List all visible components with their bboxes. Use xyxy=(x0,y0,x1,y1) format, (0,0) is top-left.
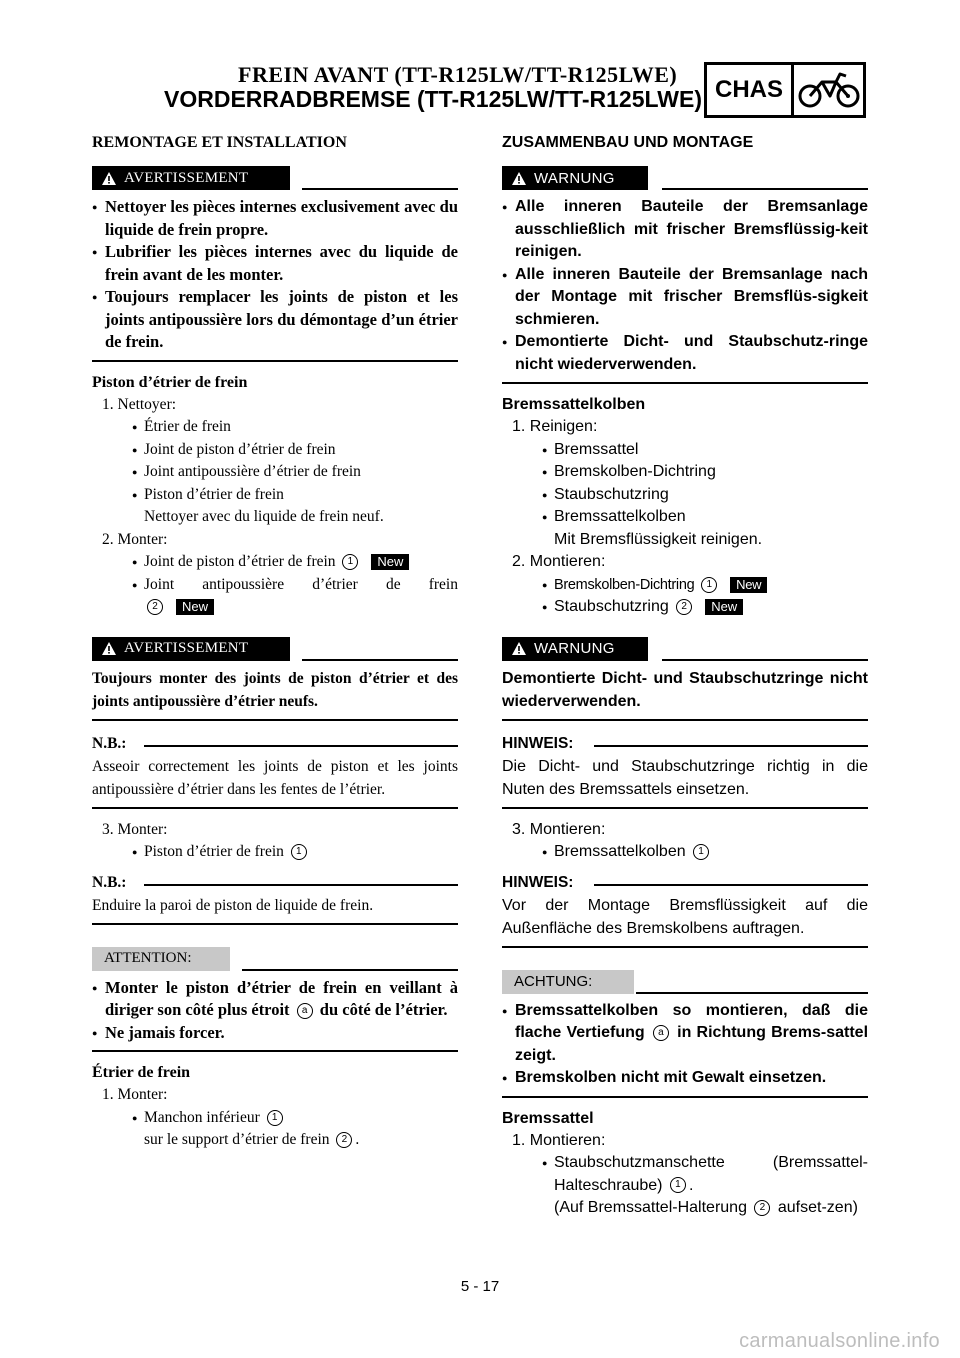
subsection-title: Étrier de frein xyxy=(92,1064,191,1081)
list-item: ● Staubschutzring 2 New xyxy=(502,596,868,619)
list-item: ● Joint de piston d’étrier de frein 1 New xyxy=(92,551,458,574)
subsection-title: Piston d’étrier de frein xyxy=(92,373,248,391)
note-text: Asseoir correctement les joints de piston et les joints antipoussière d’étrier dans les fentes de l’étrier. xyxy=(92,757,458,798)
list-item: ● Bremssattel xyxy=(502,439,868,462)
section-heading: ZUSAMMENBAU UND MONTAGE xyxy=(502,134,754,151)
note-text: Die Dicht- und Staubschutzringe richtig in die Nuten des Bremssattels einsetzen. xyxy=(502,757,868,798)
motorcycle-icon xyxy=(794,65,863,115)
step: 3. Monter: xyxy=(102,820,168,838)
page-number: 5 - 17 xyxy=(460,1278,500,1295)
warning-header xyxy=(92,166,458,192)
list-item: ● Alle inneren Bauteile der Bremsanlage nach der Montage mit frischer Bremsflüs-sigkeit schmieren. xyxy=(502,264,868,332)
warning-header xyxy=(502,166,868,192)
warning-icon xyxy=(102,642,116,655)
list-item: ● Joint antipoussière d’étrier de frein xyxy=(92,461,458,484)
list-item: ● Nettoyer les pièces internes exclusivement avec du liquide de frein propre. xyxy=(92,196,458,241)
list-item: ● Joint de piston d’étrier de frein xyxy=(92,439,458,462)
note-header: HINWEIS: xyxy=(502,735,868,755)
step: 2. Montieren: xyxy=(512,553,606,570)
warning-icon xyxy=(102,172,116,185)
step: 3. Montieren: xyxy=(512,820,606,838)
section-label: CHAS xyxy=(707,65,794,115)
section-heading: REMONTAGE ET INSTALLATION xyxy=(92,134,347,151)
new-badge: New xyxy=(176,599,214,615)
subsection-title: Bremssattel xyxy=(502,1109,594,1127)
list-item: ● Alle inneren Bauteile der Bremsanlage ausschließlich mit frischer Bremsflüssig-keit reinigen. xyxy=(502,196,868,264)
new-badge: New xyxy=(730,577,767,593)
list-item: ● Monter le piston d’étrier de frein en veillant à diriger son côté plus étroit a du côté de l’étrier. xyxy=(92,977,458,1022)
step: 1. Nettoyer: xyxy=(102,395,177,413)
list-item: ● Lubrifier les pièces internes avec du liquide de frein avant de les monter. xyxy=(92,241,458,286)
list-item: ● Ne jamais forcer. xyxy=(92,1022,458,1045)
list-item: ● Bremssattelkolben 1 xyxy=(502,841,868,864)
list-item: ● Étrier de frein xyxy=(92,416,458,439)
step: 1. Monter: xyxy=(102,1086,168,1103)
warning-icon xyxy=(512,172,526,185)
note-text: Enduire la paroi de piston de liquide de frein. xyxy=(92,896,374,914)
note-header: HINWEIS: xyxy=(502,874,868,894)
note-header: N.B.: xyxy=(92,874,458,894)
column-french xyxy=(92,128,458,1152)
new-badge: New xyxy=(705,599,743,615)
note-text: Vor der Montage Bremsflüssigkeit auf die Außenfläche des Bremskolbens auftragen. xyxy=(502,896,868,937)
list-item: ● Piston d’étrier de frein 1 xyxy=(92,841,458,864)
new-badge: New xyxy=(371,554,409,570)
step: 1. Reinigen: xyxy=(512,418,598,435)
column-german xyxy=(502,128,868,1220)
list-item: ● Bremskolben-Dichtring xyxy=(502,461,868,484)
list-item: ● Manchon inférieur 1 xyxy=(92,1107,458,1130)
warning-label: AVERTISSEMENT xyxy=(92,637,290,661)
warning-icon xyxy=(512,642,526,655)
caution-label: ACHTUNG: xyxy=(502,970,634,994)
warning-header xyxy=(502,637,868,663)
list-item: ● Bremssattelkolben so montieren, daß die flache Vertiefung a in Richtung Brems-sattel zeigt. xyxy=(502,1000,868,1068)
list-item: ● Bremskolben nicht mit Gewalt einsetzen. xyxy=(502,1067,868,1090)
page-title-fr: FREIN AVANT (TT-R125LW/TT-R125LWE) xyxy=(238,62,678,87)
list-item-cont: 2 New xyxy=(92,596,458,619)
list-item: ● Toujours remplacer les joints de piston et les joints antipoussière lors du démontage d’un étrier de frein. xyxy=(92,286,458,354)
caution-header xyxy=(92,947,458,973)
list-item: ● Staubschutzmanschette (Bremssattel-Halteschraube) 1 . xyxy=(502,1152,868,1197)
caution-list xyxy=(92,977,458,1045)
list-item: ● Demontierte Dicht- und Staubschutz-ringe nicht wiederverwenden. xyxy=(502,331,868,376)
list-item: ● Staubschutzring xyxy=(502,484,868,507)
step: 1. Montieren: xyxy=(512,1131,606,1149)
list-item: ● Piston d’étrier de frein xyxy=(92,484,458,507)
caution-label: ATTENTION: xyxy=(92,947,230,971)
warning-label: WARNUNG xyxy=(502,166,648,190)
caution-header xyxy=(502,970,868,996)
page-title-de: VORDERRADBREMSE (TT-R125LW/TT-R125LWE) xyxy=(164,86,702,112)
watermark: carmanualsonline.info xyxy=(739,1330,940,1352)
warning-list xyxy=(92,196,458,354)
warning-list xyxy=(502,196,868,376)
step: 2. Monter: xyxy=(102,530,168,548)
warning-text: Toujours monter des joints de piston d’étrier et des joints antipoussière d’étrier neufs. xyxy=(92,669,458,710)
step-note: (Auf Bremssattel-Halterung 2 aufset-zen) xyxy=(554,1199,858,1216)
list-item: ● Bremssattelkolben xyxy=(502,506,868,529)
warning-text: Demontierte Dicht- und Staubschutzringe nicht wiederverwenden. xyxy=(502,669,868,710)
warning-label: AVERTISSEMENT xyxy=(92,166,290,190)
subsection-title: Bremssattelkolben xyxy=(502,396,646,413)
step-note: sur le support d’étrier de frein 2 . xyxy=(144,1131,360,1148)
step-note: Mit Bremsflüssigkeit reinigen. xyxy=(554,530,763,548)
list-item: ● Joint antipoussière d’étrier de frein xyxy=(92,574,458,597)
section-badge xyxy=(704,62,866,118)
caution-list xyxy=(502,1000,868,1090)
warning-header xyxy=(92,637,458,663)
note-header: N.B.: xyxy=(92,735,458,755)
step-note: Nettoyer avec du liquide de frein neuf. xyxy=(144,508,384,525)
list-item: ● Bremskolben-Dichtring 1 New xyxy=(502,574,868,597)
warning-label: WARNUNG xyxy=(502,637,648,661)
